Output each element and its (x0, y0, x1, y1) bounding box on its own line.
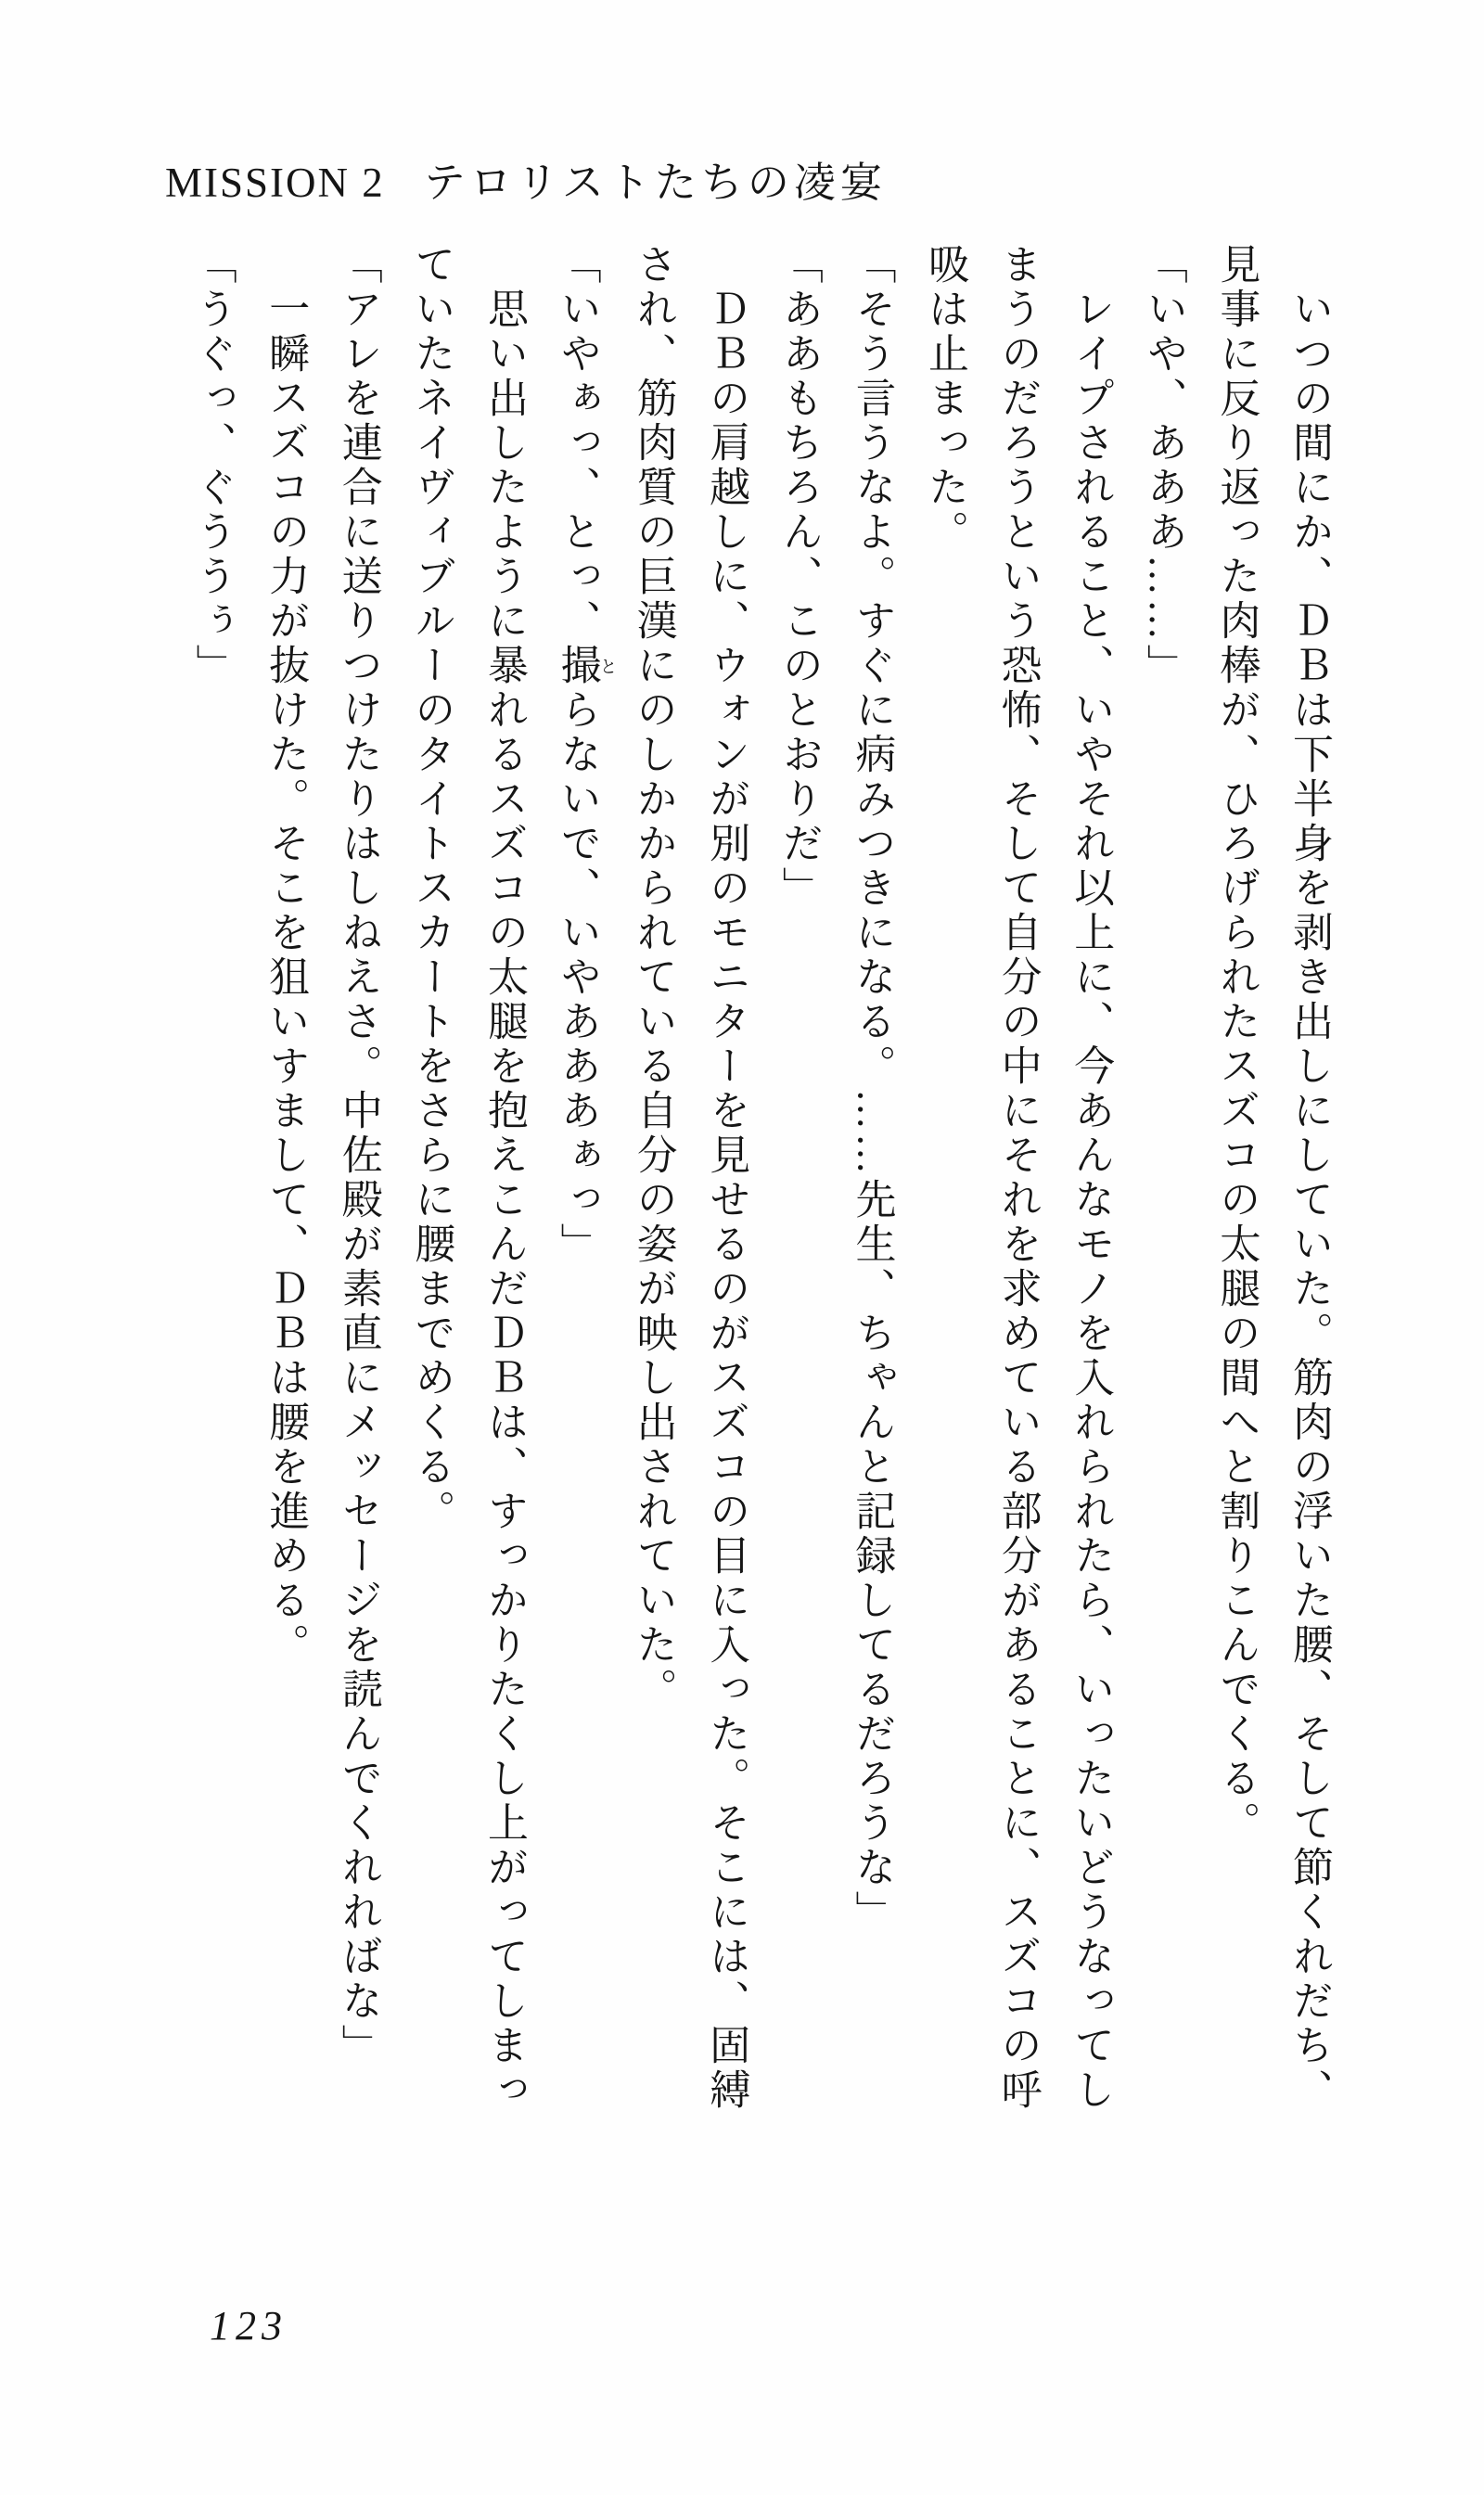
running-header (165, 148, 887, 209)
text-line: 「いや、あああ……」 (1140, 243, 1186, 688)
text-line: まうのだろうという恐怖、そして自分の中にそれを求めている部分があることに、スズコの呼 (994, 243, 1041, 2113)
ruby-base: 撮 (554, 644, 600, 688)
text-line-with-furigana (540, 243, 616, 2274)
text-line: 「ああもちろん、このとおりだ」 (775, 243, 822, 911)
text-line: 吸は止まった。 (922, 243, 968, 555)
text-segment: らないで、いやあああぁっ」 (554, 688, 600, 1267)
text-line: レイプされること、いやそれ以上に、今あんなモノを入れられたら、いったいどうなってし (1068, 243, 1114, 2113)
text-line: ＤＢの肩越しに、ウォンが別のモニターを見せるのがスズコの目に入った。そこには、固縛 (703, 243, 749, 2113)
ruby-annotation (554, 644, 617, 688)
text-line: ていたネイヴィブルーのタイトスカートをさらに腰までめくる。 (408, 243, 454, 1534)
text-segment: 「いやぁっ、とっ、 (554, 243, 600, 644)
text-line: 見事に反り返った肉棒が、ひろげられたスズコの太腿の間へと割りこんでくる。 (1213, 243, 1260, 1846)
text-line: され、筋肉質の巨漢にのしかかられている自分の姿が映し出されていた。 (630, 243, 676, 1712)
mission-label: MISSION 2 (165, 160, 385, 206)
vertical-text-block (178, 243, 1345, 2274)
text-line: 思い出したように暴れるスズコの太腿を抱えこんだＤＢは、すっかりたくし上がってしまっ (480, 243, 527, 2113)
text-line: いつの間にか、ＤＢは下半身を剥き出しにしていた。筋肉の浮いた腰、そして節くれだち、 (1286, 243, 1332, 2113)
text-line: 「そう言うなよ。すぐに病みつきになる。……先生、ちゃんと記録してるだろうな」 (849, 243, 895, 1935)
text-line: 「うぐっ、ぐううぅ」 (189, 243, 236, 688)
page-number: 123 (210, 2303, 288, 2348)
chapter-title: テロリストたちの凌宴 (423, 160, 887, 206)
text-line: 「アレを連合に送りつけたりはしねえさ。中佐殿が素直にメッセージを読んでくれればな」 (335, 243, 381, 2068)
text-line: 一瞬スズコの力が抜けた。そこを狙いすまして、ＤＢは腰を進める。 (262, 243, 309, 1668)
ruby-text: と (596, 644, 617, 688)
